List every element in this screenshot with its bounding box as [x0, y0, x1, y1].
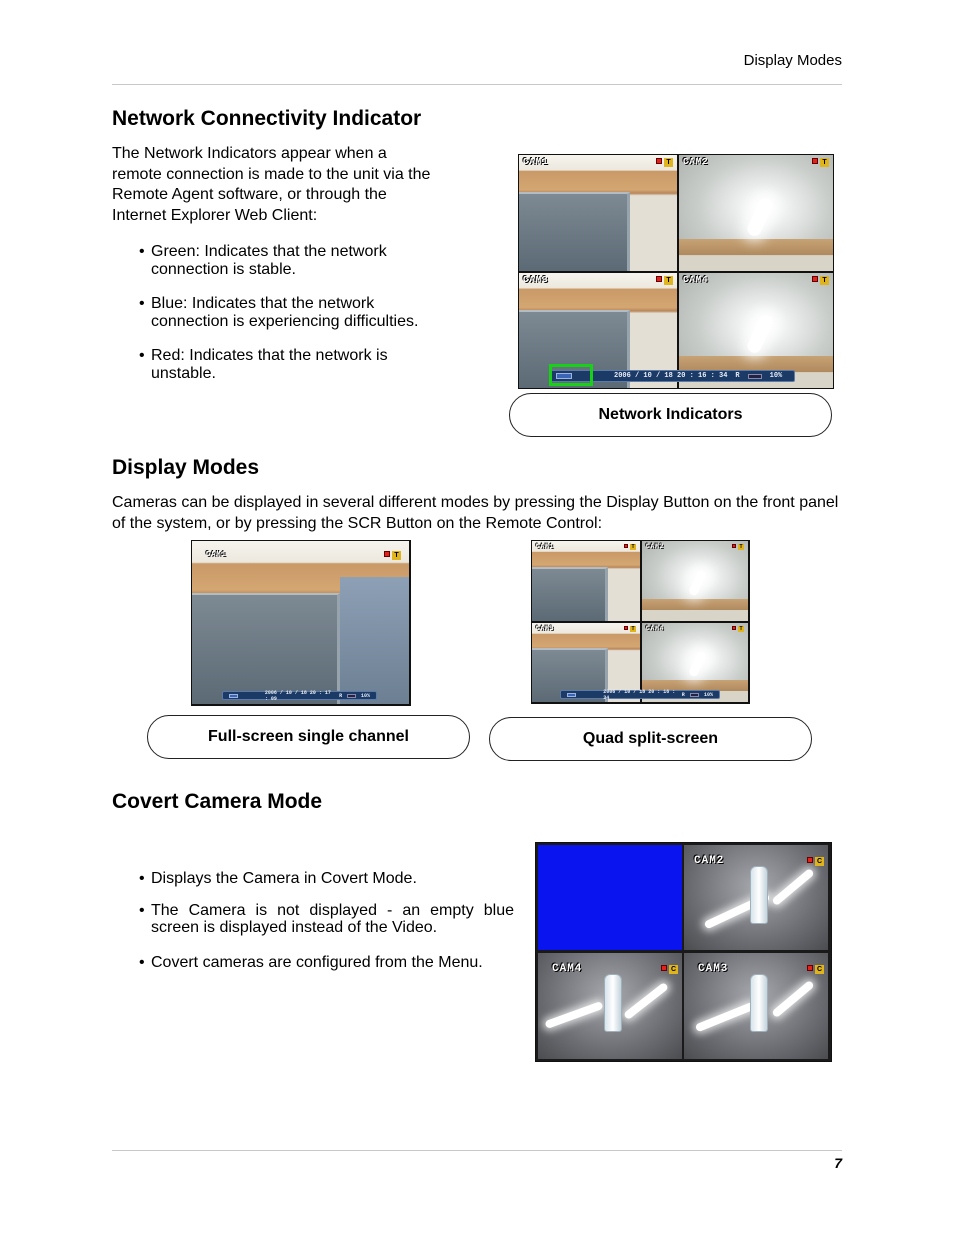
network-section-title: Network Connectivity Indicator — [112, 107, 422, 130]
timer-icon: T — [631, 544, 635, 550]
page-number: 7 — [834, 1155, 842, 1171]
quad-split-caption: Quad split-screen — [489, 717, 812, 761]
record-icon — [624, 544, 628, 548]
network-bullet-green: • Green: Indicates that the network connection is stable. — [139, 243, 429, 278]
cam-label: CAM2 — [694, 855, 725, 867]
cam-label: CAM4 — [683, 275, 709, 285]
cam-label: CAM3 — [536, 625, 555, 632]
record-icon — [807, 965, 813, 971]
hdd-meter-icon — [347, 694, 356, 698]
hdd-meter-icon — [690, 693, 699, 697]
quad-status-bar — [560, 690, 720, 699]
cam-label: CAM1 — [523, 157, 549, 167]
timer-icon: T — [631, 626, 635, 632]
status-timestamp: 2006 / 10 / 18 20 : 16 : 34 — [614, 372, 728, 380]
quad-tile-cam1 — [532, 541, 640, 621]
running-header: Display Modes — [743, 52, 842, 69]
network-bullet-red: • Red: Indicates that the network is unstable. — [139, 347, 429, 382]
record-icon — [807, 857, 813, 863]
status-timestamp: 2006 / 10 / 18 20 : 16 : 34 — [603, 688, 676, 701]
status-hdd-usage: 10% — [769, 372, 783, 380]
covert-section-title: Covert Camera Mode — [112, 790, 323, 813]
hdd-meter-icon — [748, 374, 762, 379]
cam-label: CAM2 — [683, 157, 709, 167]
network-tile-cam1 — [519, 155, 677, 271]
record-icon — [661, 965, 667, 971]
record-icon — [812, 158, 818, 164]
full-screen-image — [191, 540, 411, 706]
covert-quad-screen — [535, 842, 832, 1062]
header-rule — [112, 84, 842, 85]
covert-tile-cam2 — [684, 845, 828, 950]
footer-rule — [112, 1150, 842, 1151]
timer-icon: T — [820, 158, 829, 167]
record-icon — [656, 158, 662, 164]
timer-icon: T — [739, 626, 743, 632]
record-icon — [624, 626, 628, 630]
status-rec-label: R — [339, 692, 343, 699]
timer-icon: T — [664, 276, 673, 285]
quad-tile-cam2 — [642, 541, 748, 621]
covert-icon: C — [670, 966, 677, 973]
network-intro: The Network Indicators appear when a remote connection is made to the unit via the Remote Agent software, or through the Internet Explorer Web Client: — [112, 145, 431, 224]
covert-bullet-2: • The Camera is not displayed - an empty blue screen is displayed instead of the Video. — [139, 902, 514, 937]
record-icon — [384, 551, 390, 557]
cam-label: CAM1 — [206, 551, 227, 559]
record-icon — [732, 626, 736, 630]
timer-icon: T — [820, 276, 829, 285]
covert-bullet-3: • Covert cameras are configured from the Menu. — [139, 954, 514, 972]
cam-label: CAM3 — [698, 963, 729, 975]
covert-tile-cam3 — [684, 953, 828, 1059]
network-bullets — [139, 243, 429, 382]
covert-bullets — [139, 870, 514, 971]
full-screen-caption: Full-screen single channel — [147, 715, 470, 759]
status-timestamp: 2006 / 10 / 18 20 : 17 : 09 — [264, 689, 331, 702]
network-indicator-highlight — [549, 364, 593, 386]
covert-tile-cam1 — [538, 845, 682, 950]
covert-tile-cam4 — [538, 953, 682, 1059]
cam-label: CAM2 — [646, 543, 665, 550]
cam-label: CAM4 — [646, 625, 665, 632]
network-quad-screen — [518, 154, 834, 389]
timer-icon: T — [739, 544, 743, 550]
quad-split-image — [531, 540, 750, 704]
timer-icon: T — [664, 158, 673, 167]
status-hdd-usage: 10% — [703, 691, 713, 698]
network-tile-cam2 — [679, 155, 833, 271]
network-indicator-icon — [229, 694, 238, 698]
timer-icon: T — [392, 551, 401, 560]
full-status-bar — [222, 691, 377, 700]
status-rec-label: R — [735, 372, 740, 380]
record-icon — [732, 544, 736, 548]
full-tile-cam1 — [192, 541, 409, 704]
status-rec-label: R — [681, 691, 685, 698]
covert-icon: C — [816, 966, 823, 973]
cam-label: CAM4 — [552, 963, 583, 975]
status-hdd-usage: 10% — [360, 692, 370, 699]
display-modes-title: Display Modes — [112, 456, 260, 479]
cam-label: CAM3 — [523, 275, 549, 285]
network-indicator-icon — [567, 693, 576, 697]
cam-label: CAM1 — [536, 543, 555, 550]
network-indicators-caption: Network Indicators — [509, 393, 832, 437]
network-bullet-blue: • Blue: Indicates that the network connection is experiencing difficulties. — [139, 295, 429, 330]
covert-icon: C — [816, 858, 823, 865]
record-icon — [812, 276, 818, 282]
display-modes-intro: Cameras can be displayed in several different modes by pressing the Display Button on the front panel of the system, or by pressing the SCR Button on the Remote Control: — [112, 494, 839, 532]
covert-bullet-1: • Displays the Camera in Covert Mode. — [139, 870, 514, 888]
record-icon — [656, 276, 662, 282]
